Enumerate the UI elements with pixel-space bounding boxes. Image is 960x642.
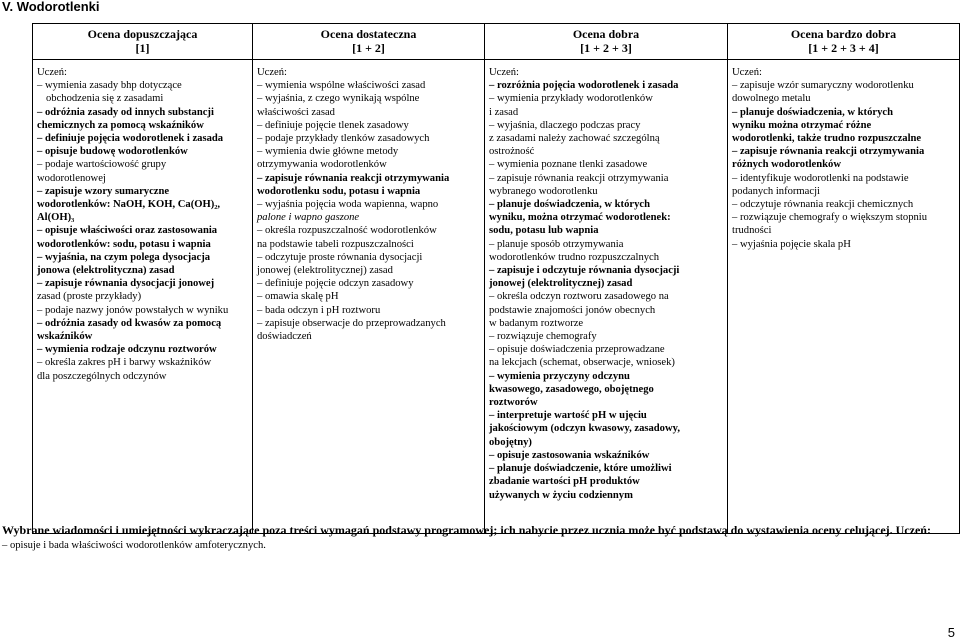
requirement-line: sodu, potasu lub wapnia	[489, 225, 599, 237]
requirement-line: z zasadami należy zachować szczególną	[489, 133, 660, 145]
requirement-line: – wymienia wspólne właściwości zasad	[257, 80, 426, 92]
requirement-line: – wymienia przykłady wodorotlenków	[489, 93, 653, 105]
requirement-line: – zapisuje równania reakcji otrzymywania	[489, 172, 669, 184]
column-header-grade-4	[728, 24, 960, 60]
requirement-line: wskaźników	[37, 331, 93, 343]
student-label: Uczeń:	[732, 67, 762, 78]
requirement-line: – wyjaśnia pojęcie skala pH	[732, 238, 851, 250]
requirement-line: ostrożność	[489, 146, 535, 158]
requirement-line: – wyjaśnia pojęcia woda wapienna, wapno	[257, 199, 439, 211]
requirement-line: – określa rozpuszczalność wodorotlenków	[257, 225, 437, 237]
requirements-cell-grade-1	[33, 60, 253, 534]
requirement-line: wodorotlenków: NaOH, KOH, Ca(OH)₂,	[37, 199, 221, 211]
requirement-line: – rozróżnia pojęcia wodorotlenek i zasada	[489, 80, 679, 92]
requirement-line: – opisuje zastosowania wskaźników	[489, 449, 650, 461]
requirement-line: – zapisuje równania reakcji otrzymywania	[732, 146, 925, 158]
requirement-line: jonowa (elektrolityczna) zasad	[37, 265, 175, 277]
column-header-grade-3	[485, 24, 728, 60]
requirement-line: – odczytuje proste równania dysocjacji	[257, 251, 423, 263]
requirement-line: zasad (proste przykłady)	[37, 291, 142, 303]
requirement-line: na podstawie tabeli rozpuszczalności	[257, 238, 414, 250]
requirement-line: – zapisuje równania dysocjacji jonowej	[37, 278, 215, 290]
requirement-line: – planuje sposób otrzymywania	[489, 238, 624, 250]
requirement-line: – wymienia zasady bhp dotyczące	[37, 80, 182, 92]
requirement-line: – opisuje doświadczenia przeprowadzane	[489, 344, 665, 356]
requirement-line: – identyfikuje wodorotlenki na podstawie	[732, 172, 909, 184]
column-header-scale: [1 + 2]	[352, 41, 385, 55]
requirement-line: – planuje doświadczenie, które umożliwi	[489, 463, 672, 475]
requirement-line: podanych informacji	[732, 185, 820, 197]
column-header-grade-2	[253, 24, 485, 60]
requirement-line: wodorotlenki, także trudno rozpuszczalne	[732, 133, 922, 145]
requirement-line: – wyjaśnia, na czym polega dysocjacja	[37, 251, 211, 263]
requirement-line: trudności	[732, 225, 772, 237]
requirement-line: – omawia skalę pH	[257, 291, 339, 303]
table-header-row	[33, 24, 960, 60]
column-header-title: Ocena dopuszczająca	[87, 27, 198, 41]
requirement-line: – interpretuje wartość pH w ujęciu	[489, 410, 647, 422]
requirement-line: wodorotlenków: sodu, potasu i wapnia	[37, 238, 211, 250]
footer-section	[2, 523, 957, 552]
requirement-line: różnych wodorotlenków	[732, 159, 841, 171]
requirement-line: – opisuje właściwości oraz zastosowania	[37, 225, 218, 237]
page-number: 5	[947, 625, 955, 640]
requirement-line: – podaje nazwy jonów powstałych w wyniku	[37, 304, 229, 316]
requirement-line: – zapisuje równania reakcji otrzymywania	[257, 172, 450, 184]
grade-requirements-table	[32, 23, 960, 534]
requirement-line: – rozwiązuje chemografy o większym stopniu	[732, 212, 928, 224]
requirements-cell-grade-4	[728, 60, 960, 534]
requirement-line: wybranego wodorotlenku	[489, 185, 598, 197]
student-label: Uczeń:	[489, 67, 519, 78]
requirement-line: – zapisuje obserwacje do przeprowadzanych	[257, 317, 446, 329]
requirement-line: – zapisuje wzory sumaryczne	[37, 185, 170, 197]
requirement-line: – wymienia rodzaje odczynu roztworów	[37, 344, 217, 356]
requirement-line: jonowej (elektrolitycznej) zasad	[257, 265, 393, 277]
requirements-cell-grade-2	[253, 60, 485, 534]
requirement-line: obchodzenia się z zasadami	[46, 93, 164, 105]
requirement-line: – odróżnia zasady od innych substancji	[37, 106, 214, 118]
requirement-line: – wymienia przyczyny odczynu	[489, 370, 630, 382]
requirement-line: dowolnego metalu	[732, 93, 811, 105]
requirement-line: podstawie znajomości jonów obecnych	[489, 304, 656, 316]
requirement-line: otrzymywania wodorotlenków	[257, 159, 387, 171]
requirement-line: – wyjaśnia, z czego wynikają wspólne	[257, 93, 420, 105]
requirement-line: – wymienia poznane tlenki zasadowe	[489, 159, 648, 171]
requirement-line: – rozwiązuje chemografy	[489, 331, 597, 343]
requirement-line: wodorotlenowej	[37, 172, 106, 184]
requirement-line: wodorotlenku sodu, potasu i wapnia	[257, 185, 421, 197]
requirement-line: doświadczeń	[257, 331, 312, 343]
requirement-line: – zapisuje i odczytuje równania dysocjacji	[489, 265, 680, 277]
requirement-line: dla poszczególnych odczynów	[37, 370, 167, 382]
requirements-cell-grade-3	[485, 60, 728, 534]
requirement-line: – planuje doświadczenia, w których	[732, 106, 893, 118]
requirement-line: – podaje przykłady tlenków zasadowych	[257, 133, 430, 145]
requirement-line: w badanym roztworze	[489, 317, 584, 329]
section-title: V. Wodorotlenki	[2, 0, 100, 14]
requirement-line: używanych w życiu codziennym	[489, 489, 633, 501]
student-label: Uczeń:	[37, 67, 67, 78]
requirement-line: – podaje wartościowość grupy	[37, 159, 167, 171]
requirement-line: jonowej (elektrolitycznej) zasad	[489, 278, 633, 290]
requirement-line: – określa zakres pH i barwy wskaźników	[37, 357, 212, 369]
footer-note: Wybrane wiadomości i umiejętności wykraczające poza treści wymagań podstawy programowej; ich nabycie przez ucznia może być podstawą do wystawienia oceny celującej. Uczeń:	[2, 523, 931, 537]
requirement-line: kwasowego, zasadowego, obojętnego	[489, 383, 654, 395]
requirement-line: – definiuje pojęcie tlenek zasadowy	[257, 119, 409, 131]
requirement-line: palone i wapno gaszone	[257, 212, 360, 224]
requirement-line: – bada odczyn i pH roztworu	[257, 304, 381, 316]
requirement-line: – planuje doświadczenia, w których	[489, 199, 650, 211]
requirement-line: Al(OH)₃	[37, 212, 75, 224]
requirement-line: – zapisuje wzór sumaryczny wodorotlenku	[732, 80, 914, 92]
column-header-title: Ocena dostateczna	[320, 27, 417, 41]
requirement-line: – definiuje pojęcia wodorotlenek i zasada	[37, 133, 224, 145]
requirement-line: – definiuje pojęcie odczyn zasadowy	[257, 278, 414, 290]
requirement-line: właściwości zasad	[257, 106, 335, 118]
requirement-line: obojętny)	[489, 436, 532, 448]
requirement-line: – odczytuje równania reakcji chemicznych	[732, 199, 914, 211]
requirement-line: zbadanie wartości pH produktów	[489, 476, 640, 488]
requirement-line: wyniku, można otrzymać wodorotlenek:	[489, 212, 671, 224]
requirement-line: chemicznych za pomocą wskaźników	[37, 119, 204, 131]
student-label: Uczeń:	[257, 67, 287, 78]
requirement-line: – określa odczyn roztworu zasadowego na	[489, 291, 669, 303]
column-header-scale: [1]	[135, 41, 150, 55]
requirement-line: – wymienia dwie główne metody	[257, 146, 399, 158]
requirement-line: – wyjaśnia, dlaczego podczas pracy	[489, 119, 641, 131]
requirement-line: roztworów	[489, 397, 538, 409]
requirement-line: – opisuje budowę wodorotlenków	[37, 146, 188, 158]
column-header-title: Ocena bardzo dobra	[790, 27, 897, 41]
column-header-scale: [1 + 2 + 3]	[580, 41, 632, 55]
requirement-line: na lekcjach (schemat, obserwacje, wniosek)	[489, 357, 675, 369]
table-row	[33, 60, 960, 534]
column-header-grade-1	[33, 24, 253, 60]
column-header-scale: [1 + 2 + 3 + 4]	[808, 41, 879, 55]
column-header-title: Ocena dobra	[572, 27, 640, 41]
requirement-line: – odróżnia zasady od kwasów za pomocą	[37, 317, 222, 329]
requirement-line: wodorotlenków trudno rozpuszczalnych	[489, 251, 660, 263]
requirement-line: wyniku można otrzymać różne	[732, 119, 872, 131]
footer-item: – opisuje i bada właściwości wodorotlenków amfoterycznych.	[2, 539, 266, 551]
requirement-line: jakościowym (odczyn kwasowy, zasadowy,	[489, 423, 680, 435]
requirement-line: i zasad	[489, 106, 519, 118]
